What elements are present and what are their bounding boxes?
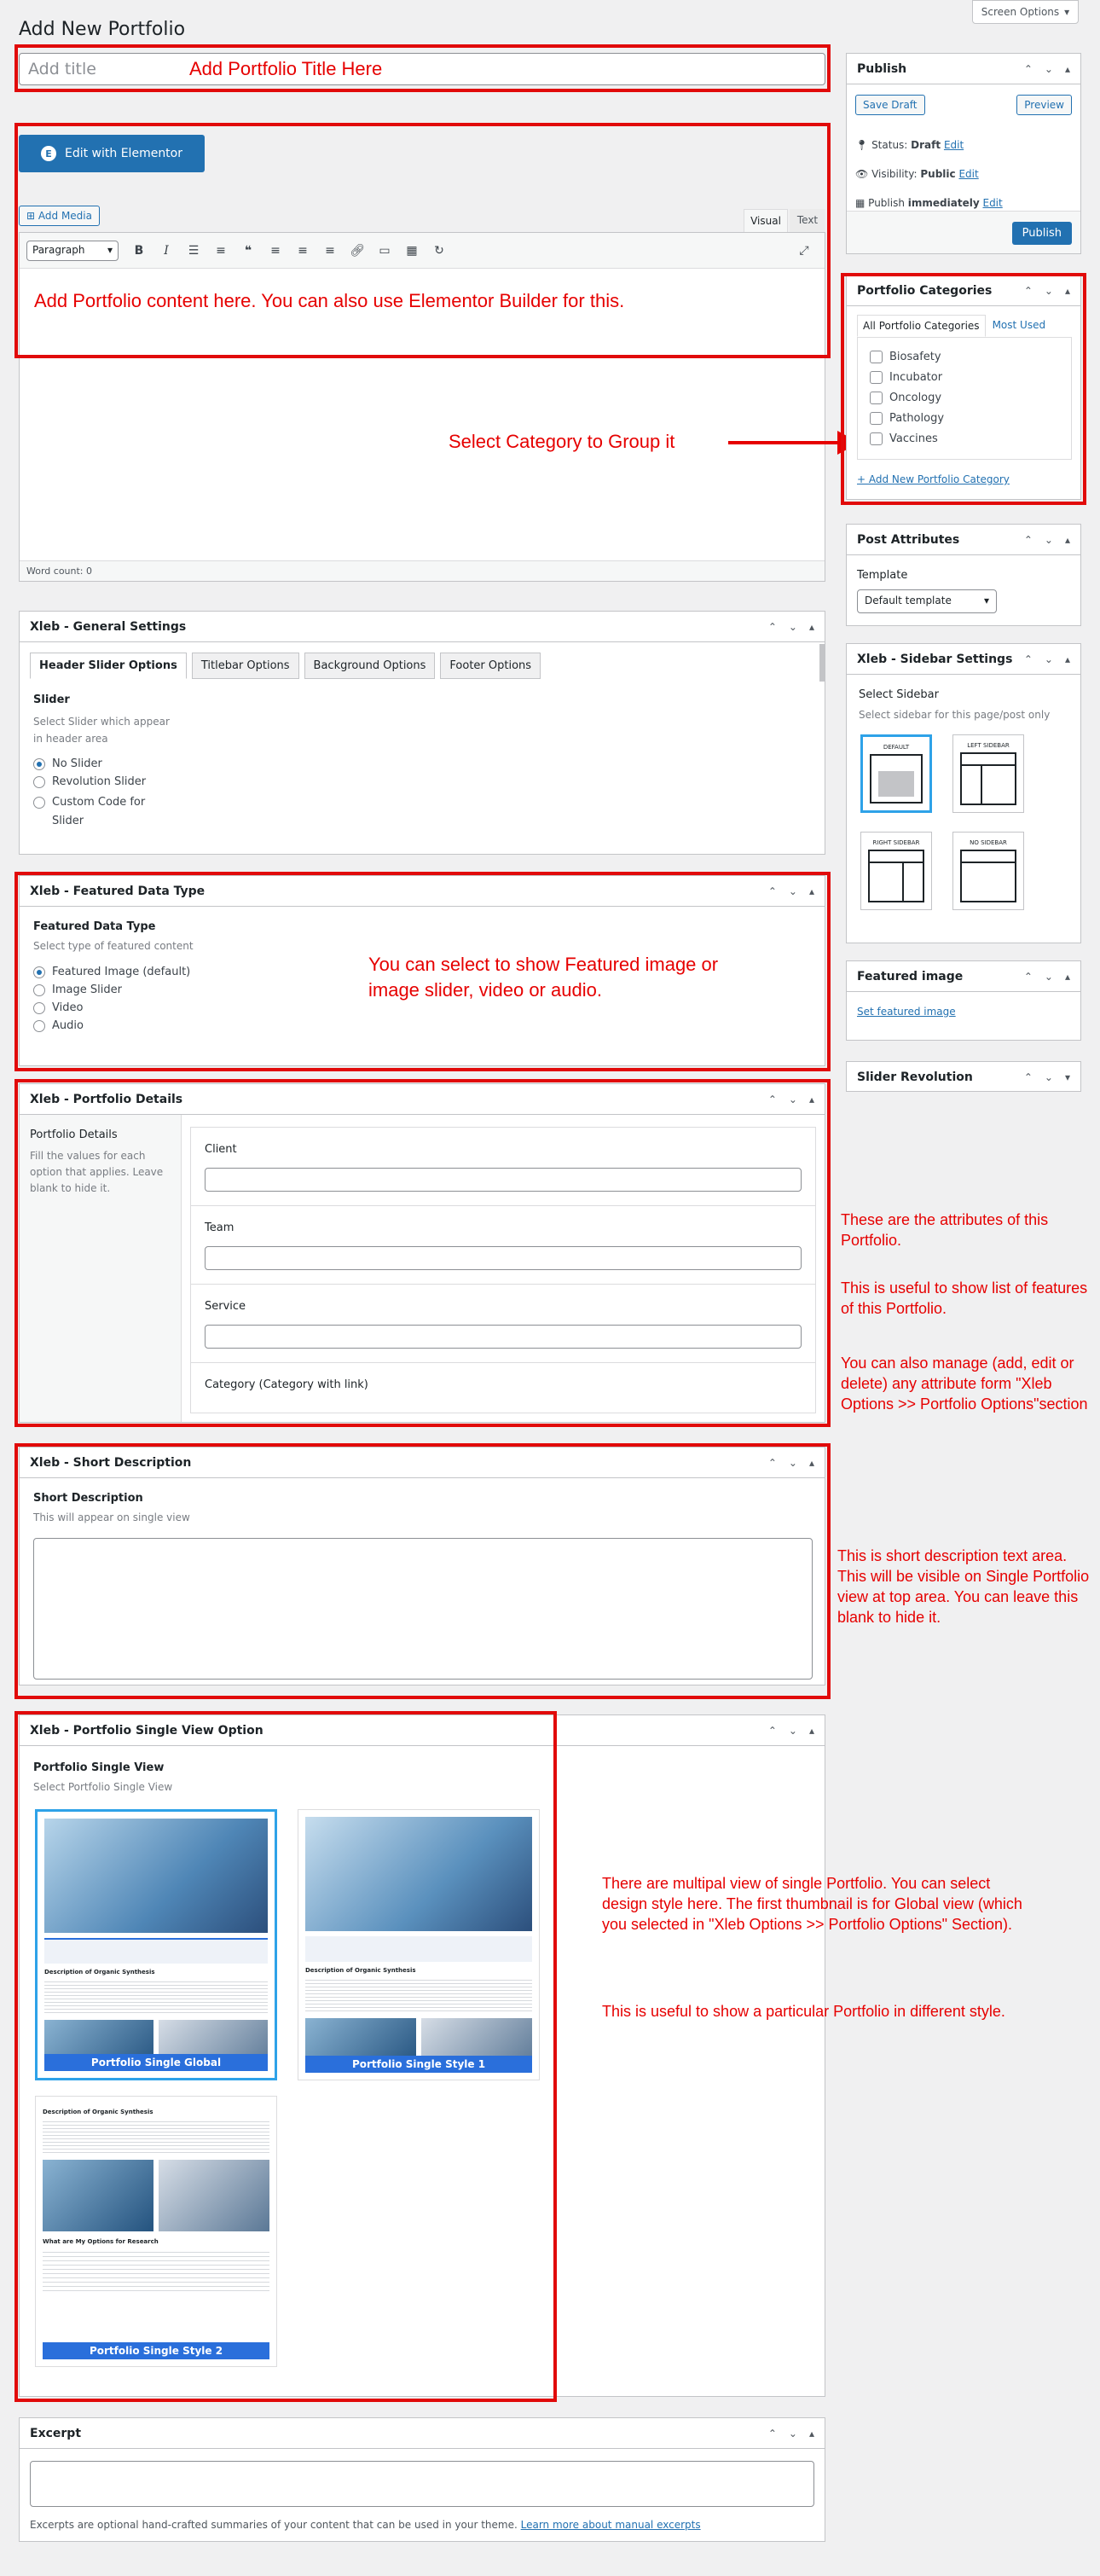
move-down-icon[interactable]: ⌄ [1044,970,1053,983]
layout-right-sidebar[interactable]: RIGHT SIDEBAR [860,832,932,910]
editor-box [19,232,825,582]
move-up-icon[interactable]: ⌃ [1023,1071,1033,1083]
move-down-icon[interactable]: ⌄ [1044,533,1053,546]
status-icon: 📍︎ [855,139,869,151]
field-team-label: Team [205,1221,234,1234]
edit-visibility-link[interactable]: Edit [958,168,979,180]
portfolio-details-box [19,1083,825,1423]
edit-status-link[interactable]: Edit [943,139,964,151]
template-select[interactable]: Default template ▾ [857,589,997,613]
short-desc-desc: This will appear on single view [33,1511,190,1523]
move-down-icon[interactable]: ⌄ [1044,62,1053,75]
field-service-input[interactable] [205,1325,802,1349]
field-team-input[interactable] [205,1246,802,1270]
edit-with-elementor-button[interactable]: E Edit with Elementor [19,135,205,172]
link-icon[interactable]: 🔗︎ [350,243,365,258]
collapse-icon[interactable]: ▴ [1064,533,1070,546]
collapse-icon[interactable]: ▴ [1064,970,1070,983]
short-desc-title: Xleb - Short Description [30,1455,192,1470]
radio-revolution-slider[interactable]: Revolution Slider [33,775,173,788]
field-category-label: Category (Category with link) [205,1378,368,1391]
category-checkbox[interactable]: Biosafety [870,346,1059,367]
move-up-icon[interactable]: ⌃ [1023,970,1033,983]
tab-most-used[interactable]: Most Used [992,319,1046,331]
radio-no-slider[interactable]: No Slider [33,757,173,770]
visibility-icon: 👁︎ [855,168,869,180]
chevron-down-icon: ▾ [983,595,989,606]
categories-title: Portfolio Categories [857,283,993,298]
field-client-label: Client [205,1143,237,1156]
read-more-icon[interactable]: ▭ [379,243,391,258]
general-settings-title: Xleb - General Settings [30,619,187,634]
move-up-icon[interactable]: ⌃ [1023,284,1033,297]
general-settings-box [19,611,825,855]
bold-icon[interactable]: B [134,243,144,258]
align-right-icon[interactable]: ≡ [325,243,335,258]
collapse-icon[interactable]: ▴ [808,1724,814,1737]
featured-type-label: Featured Data Type [33,920,156,933]
excerpt-title: Excerpt [30,2426,82,2440]
word-count: Word count: 0 [20,560,825,581]
bullet-list-icon[interactable]: ☰ [188,243,200,258]
radio-video[interactable]: Video [33,1001,194,1014]
annotation-short: This is short description text area. This will be visible on Single Portfolio view at top area. You can leave this blank to hide it. [837,1547,1090,1626]
italic-icon[interactable]: I [164,243,169,258]
preview-button[interactable]: Preview [1016,95,1072,115]
blockquote-icon[interactable]: ❝ [244,243,252,258]
single-view-label: Portfolio Single View [33,1761,165,1774]
annotation-details-3: You can also manage (add, edit or delete) any attribute form "Xleb Options >> Portfolio Options"section [841,1355,1088,1413]
portfolio-details-label: Portfolio Details [30,1128,118,1141]
scrollbar[interactable] [819,644,825,682]
move-up-icon[interactable]: ⌃ [1023,533,1033,546]
thumb-heading: Description of Organic Synthesis [305,1967,416,1974]
format-select[interactable]: Paragraph ▾ [26,241,119,261]
tab-all-categories[interactable]: All Portfolio Categories [857,315,986,337]
annotation-details-2: This is useful to show list of features of this Portfolio. [841,1279,1088,1317]
move-up-icon[interactable]: ⌃ [767,1724,777,1737]
move-down-icon[interactable]: ⌄ [1044,284,1053,297]
move-up-icon[interactable]: ⌃ [767,1456,777,1469]
collapse-icon[interactable]: ▴ [1064,284,1070,297]
move-down-icon[interactable]: ⌄ [788,1724,797,1737]
radio-featured-image[interactable]: Featured Image (default) [33,966,194,978]
publish-title: Publish [857,61,907,76]
field-service-label: Service [205,1300,246,1313]
align-left-icon[interactable]: ≡ [270,243,281,258]
thumb-caption: Portfolio Single Global [44,2054,268,2071]
align-center-icon[interactable]: ≡ [298,243,308,258]
media-icon: ⊞ [26,210,36,222]
category-checkbox[interactable]: Incubator [870,367,1059,387]
collapse-icon[interactable]: ▴ [1064,62,1070,75]
thumb-subheading: What are My Options for Research [43,2238,159,2245]
excerpt-box [19,2417,825,2542]
move-up-icon[interactable]: ⌃ [767,1093,777,1105]
thumb-heading: Description of Organic Synthesis [44,1969,155,1976]
thumb-caption: Portfolio Single Style 1 [305,2056,532,2073]
layout-default[interactable]: DEFAULT [860,734,932,813]
tab-header-slider[interactable]: Header Slider Options [30,653,187,679]
thumb-heading: Description of Organic Synthesis [43,2109,153,2115]
annotation-title: Add Portfolio Title Here [189,58,383,79]
annotation-featured: You can select to show Featured image or image slider, video or audio. [368,954,719,1001]
arrow-line [728,441,841,444]
move-down-icon[interactable]: ⌄ [788,1456,797,1469]
move-up-icon[interactable]: ⌃ [1023,653,1033,665]
field-client-input[interactable] [205,1168,802,1192]
layout-left-sidebar[interactable]: LEFT SIDEBAR [952,734,1024,813]
featured-image-title: Featured image [857,969,964,983]
set-featured-image-link[interactable]: Set featured image [857,1006,956,1018]
thumb-image [305,1817,532,1931]
select-sidebar-label: Select Sidebar [859,688,939,701]
move-down-icon[interactable]: ⌄ [788,620,797,633]
fullscreen-icon[interactable]: ⤢ [799,243,809,258]
move-up-icon[interactable]: ⌃ [1023,62,1033,75]
tab-visual[interactable]: Visual [744,209,788,232]
move-up-icon[interactable]: ⌃ [767,2427,777,2440]
annotation-category: Select Category to Group it [449,431,675,452]
numbered-list-icon[interactable]: ≡ [216,243,226,258]
portfolio-details-title: Xleb - Portfolio Details [30,1092,183,1106]
revslider-icon[interactable]: ↻ [434,243,444,258]
add-media-button[interactable]: ⊞ Add Media [19,206,100,226]
tab-background[interactable]: Background Options [304,653,436,679]
radio-image-slider[interactable]: Image Slider [33,983,194,996]
radio-custom-code[interactable]: Custom Code for Slider [33,793,173,831]
single-view-title: Xleb - Portfolio Single View Option [30,1723,263,1738]
move-down-icon[interactable]: ⌄ [1044,653,1053,665]
thumb-global[interactable] [35,1809,277,2080]
annotation-single-1: There are multipal view of single Portfolio. You can select design style here. The first thumbnail is for Global view (which you selected in "Xleb Options >> Portfolio Options" Section). [602,1875,1022,1933]
short-desc-label: Short Description [33,1492,143,1505]
thumb-style-1[interactable] [298,1809,540,2080]
toolbar-toggle-icon[interactable]: ▦ [406,243,418,258]
layout-no-sidebar[interactable]: NO SIDEBAR [952,832,1024,910]
move-down-icon[interactable]: ⌄ [788,1093,797,1105]
page-title: Add New Portfolio [19,19,186,40]
caret-down-icon: ▾ [1064,6,1070,18]
annotation-content: Add Portfolio content here. You can also use Elementor Builder for this. [34,290,625,311]
move-down-icon[interactable]: ⌄ [788,885,797,897]
select-sidebar-desc: Select sidebar for this page/post only [859,709,1051,721]
excerpt-note: Excerpts are optional hand-crafted summaries of your content that can be used in your theme. [30,2519,518,2531]
category-checkbox[interactable]: Oncology [870,387,1059,408]
save-draft-button[interactable]: Save Draft [855,95,925,115]
add-category-link[interactable]: + Add New Portfolio Category [857,473,1010,485]
featured-type-title: Xleb - Featured Data Type [30,884,206,898]
publish-button[interactable]: Publish [1012,222,1072,245]
radio-audio[interactable]: Audio [33,1019,194,1032]
template-label: Template [857,569,908,582]
slider-label: Slider [33,693,70,706]
move-up-icon[interactable]: ⌃ [767,620,777,633]
category-checkbox[interactable]: Pathology [870,408,1059,428]
post-attributes-box [846,524,1081,626]
collapse-icon[interactable]: ▴ [808,2427,814,2440]
tab-titlebar[interactable]: Titlebar Options [192,653,299,679]
tab-text[interactable]: Text [790,209,825,232]
thumb-caption: Portfolio Single Style 2 [43,2342,269,2359]
slider-desc: Select Slider which appear in header area [33,716,170,745]
move-down-icon[interactable]: ⌄ [788,2427,797,2440]
short-desc-box [19,1447,825,1685]
tab-footer[interactable]: Footer Options [440,653,541,679]
collapse-icon[interactable]: ▴ [1064,653,1070,665]
sidebar-settings-box [846,643,1081,943]
category-checkbox[interactable]: Vaccines [870,428,1059,449]
excerpt-textarea[interactable] [30,2461,814,2507]
slider-revolution-title: Slider Revolution [857,1070,973,1084]
edit-publish-link[interactable]: Edit [982,197,1003,209]
expand-icon[interactable]: ▾ [1064,1071,1070,1083]
move-up-icon[interactable]: ⌃ [767,885,777,897]
collapse-icon[interactable]: ▴ [808,1456,814,1469]
thumb-image [44,1819,268,1933]
excerpt-learn-more-link[interactable]: Learn more about manual excerpts [520,2519,701,2531]
portfolio-details-desc: Fill the values for each option that applies. Leave blank to hide it. [30,1150,164,1194]
annotation-single-2: This is useful to show a particular Portfolio in different style. [602,2003,1005,2020]
single-view-box [19,1714,825,2397]
categories-box [846,275,1081,500]
single-view-desc: Select Portfolio Single View [33,1781,173,1793]
move-down-icon[interactable]: ⌄ [1044,1071,1053,1083]
featured-image-box [846,960,1081,1041]
post-attributes-title: Post Attributes [857,532,960,547]
sidebar-settings-title: Xleb - Sidebar Settings [857,652,1013,666]
featured-type-desc: Select type of featured content [33,940,194,952]
screen-options-button[interactable]: Screen Options ▾ [972,0,1079,24]
short-desc-textarea[interactable] [33,1538,813,1680]
calendar-icon: ▦ [855,197,866,209]
title-input[interactable]: Add title [19,53,825,85]
collapse-icon[interactable]: ▴ [808,620,814,633]
chevron-down-icon: ▾ [107,243,113,256]
thumb-style-2[interactable] [35,2096,277,2367]
elementor-icon: E [41,146,56,161]
publish-box: Publish ⌃ ⌄ ▴ Save Draft Preview 📍︎ Status: Draft Edit 👁︎ Visibility: Public Edit ▦ Publish immediately Edit Publish [846,53,1081,254]
collapse-icon[interactable]: ▴ [808,885,814,897]
collapse-icon[interactable]: ▴ [808,1093,814,1105]
annotation-details-1: These are the attributes of this Portfolio. [841,1211,1049,1249]
slider-revolution-box [846,1061,1081,1092]
